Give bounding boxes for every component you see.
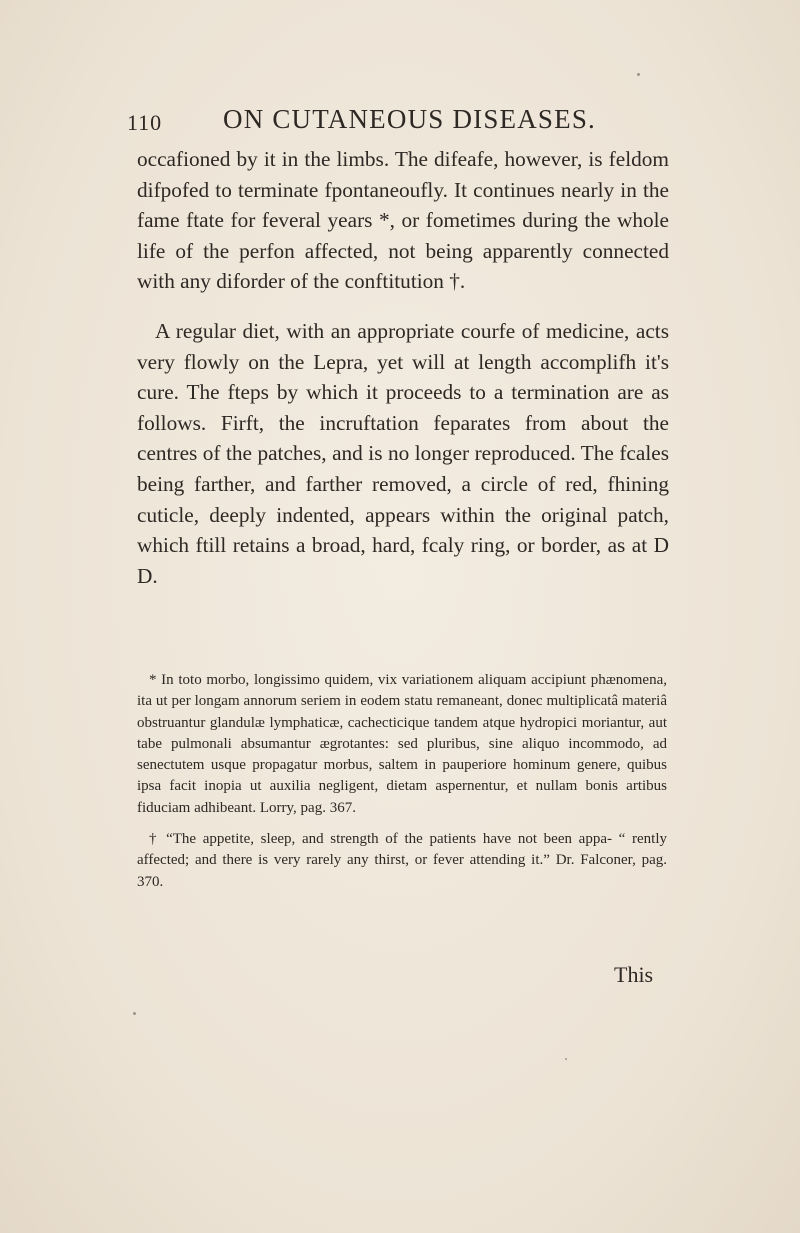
paragraph-2: A regular diet, with an appropriate courfe of medicine, acts very flowly on the Lepra, yet will at length accomplifh it's cure. The fteps by which it proceeds to a termination are as follows. Firft, the incruftation feparates from about the centres of the patches, and is no longer reproduced. The fcales being farther, and farther removed, a circle of red, fhining cuticle, deeply indented, appears within the original patch, which ftill retains a broad, hard, fcaly ring, or border, as at D D. xyxy=(137,318,669,588)
paper-speck xyxy=(565,1058,567,1060)
paper-speck xyxy=(133,1012,136,1015)
footnote-2: † “The appetite, sleep, and strength of the patients have not been appa- “ rently affected; and there is very rarely any thirst, or fever attending it.” Dr. Falconer, pag. 370. xyxy=(137,831,667,890)
page-header xyxy=(127,104,687,140)
page-number: 110 xyxy=(127,110,163,135)
running-head: ON CUTANEOUS DISEASES. xyxy=(223,104,597,134)
footnote-1: * In toto morbo, longissimo quidem, vix variationem aliquam accipiunt phænomena, ita ut per longam annorum seriem in eodem statu remaneant, donec multiplicatâ materiâ obstruantur glandulæ lymphaticæ, cachecticique tandem atque hydropici moriantur, aut tabe pulmonali absumantur ægrotantes: sed pluribus, sine aliquo incommodo, ad senectutem usque propagatur morbus, saltem in pauperiore hominum genere, quibus ipsa facit inopia ut auxilia negligent, dietam aspernentur, et nullam bonis artibus fiduciam adhibeant. Lorry, pag. 367. xyxy=(137,672,667,816)
paragraph-1: occafioned by it in the limbs. The difeafe, however, is feldom difpofed to terminate fpontaneoufly. It continues nearly in the fame ftate for feveral years *, or fometimes during the whole life of the perfon affected, not being apparently connected with any diforder of the conftitution †. xyxy=(137,147,669,294)
paper-speck xyxy=(637,73,640,76)
catchword: This xyxy=(614,962,654,987)
footnotes xyxy=(137,670,667,893)
main-text xyxy=(137,144,669,591)
